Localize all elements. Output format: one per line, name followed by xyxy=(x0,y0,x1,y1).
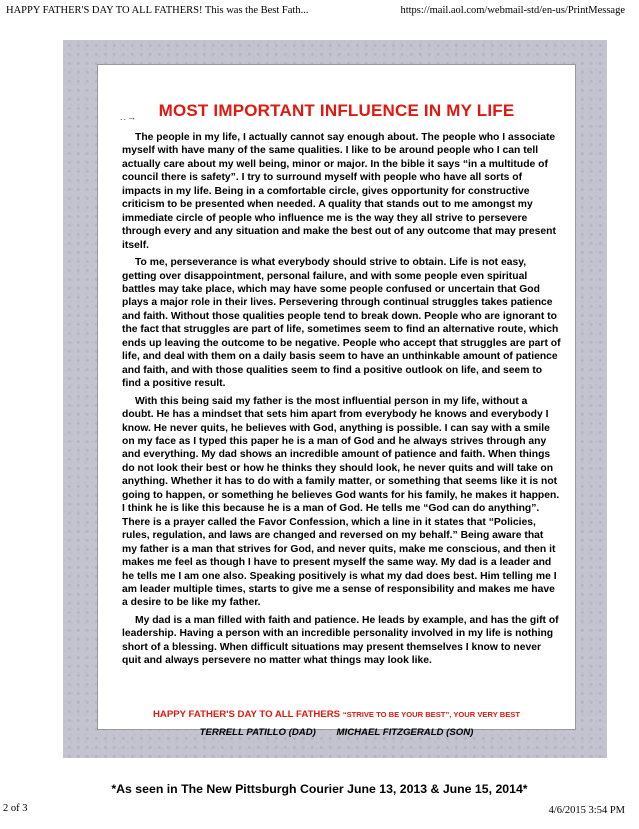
slogan-main: HAPPY FATHER'S DAY TO ALL FATHERS xyxy=(153,709,341,720)
signature-dad: TERRELL PATILLO (DAD) xyxy=(199,727,316,738)
decorative-mark: ..→ xyxy=(120,112,138,122)
article-card xyxy=(97,64,576,738)
article-body xyxy=(122,131,561,672)
article-paragraph: My dad is a man filled with faith and patience. He leads by example, and has the gift of leadership. Having a person with an incredible personality involved in my life is nothing short of a blessing. When difficult situations may present themselves I know to never quit and always persevere no matter what things may look like. xyxy=(122,614,559,667)
signature-son: MICHAEL FITZGERALD (SON) xyxy=(336,727,474,738)
print-header-title: HAPPY FATHER'S DAY TO ALL FATHERS! This was the Best Fath... xyxy=(6,5,309,16)
print-datetime: 4/6/2015 3:54 PM xyxy=(548,805,625,816)
signature-line xyxy=(98,727,575,738)
article-paragraph: The people in my life, I actually cannot say enough about. The people who I associate myself with have many of the same qualities. I like to be around people who I can tell actually care about my well being, minor or major. In the bible it says “in a multitude of council there is safety”. I try to surround myself with people who have all sorts of impacts in my life. Being in a comfortable circle, gives opportunity for constructive criticism to be presented when needed. A quality that stands out to me amongst my immediate circle of people who influence me is the way they all strive to persevere through every and any situation and make the best out of any outcome that may present itself. xyxy=(122,132,556,251)
publication-note: *As seen in The New Pittsburgh Courier June 13, 2013 & June 15, 2014* xyxy=(111,782,528,796)
print-header-url: https://mail.aol.com/webmail-std/en-us/PrintMessage xyxy=(400,5,625,16)
slogan-quote: “STRIVE TO BE YOUR BEST”, YOUR VERY BEST xyxy=(342,710,520,719)
fathers-day-slogan xyxy=(98,709,575,720)
page-number: 2 of 3 xyxy=(3,803,28,814)
article-frame xyxy=(63,40,607,758)
article-paragraph: With this being said my father is the most influential person in my life, without a doubt. He has a mindset that sets him apart from everybody he knows and everybody I know. He never quits, he believes with God, anything is possible. I can say with a smile on my face as I typed this paper he is a man of God and he always strives through any and everything. My dad shows an incredible amount of patience and faith. When things do not look their best or how he thinks they should look, he never quits and will take on anything. Whether it has to do with a family matter, or something that seems like it is not going to happen, or something he believes God wants for his family, he makes it happen. I think he is like this because he is a man of God. He tells me “God can do anything”. There is a prayer called the Favor Confession, which a line in it states that “Policies, rules, regulation, and laws are changed and reversed on my behalf.” Being aware that my father is a man that strives for God, and never quits, make me conscious, and then it makes me feel as though I have to present myself the same way. My dad is a leader and he tells me I am one also. Speaking positively is what my dad does best. Him telling me I am leader multiple times, starts to give me a sense of responsibility and makes me have a desire to be like my father. xyxy=(122,395,560,609)
article-title: MOST IMPORTANT INFLUENCE IN MY LIFE xyxy=(158,101,515,120)
article-paragraph: To me, perseverance is what everybody should strive to obtain. Life is not easy, getting over disappointment, personal failure, and with some people even spiritual battles may take place, which may have some people confused or uncertain that God plays a major role in their lives. Persevering through continual struggles takes patience and faith. Without those qualities people tend to break down. People who are ignorant to the fact that struggles are part of life, sometimes seem to find an alternative route, which ends up leaving the outcome to be negative. People who accept that struggles are part of life, and deal with them on a daily basis seem to have an unthinkable amount of patience and faith, and with those qualities seem to find a positive outlook on life, and seem to find a positive result. xyxy=(122,257,561,390)
